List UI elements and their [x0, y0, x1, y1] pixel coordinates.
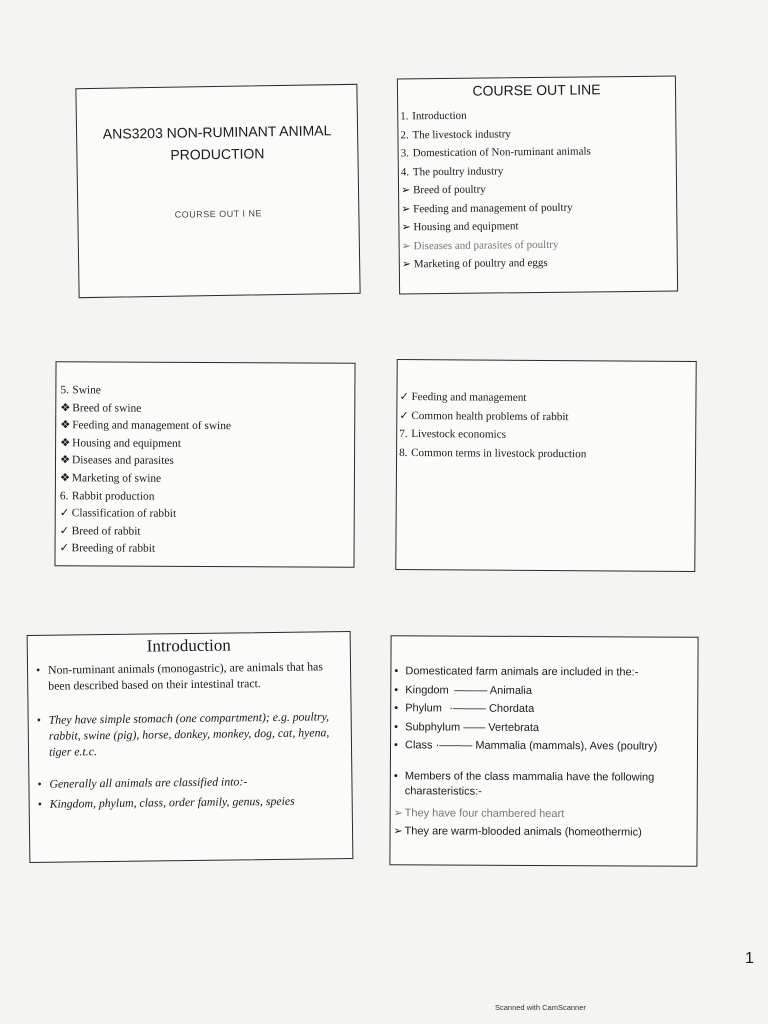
outline-list	[400, 105, 677, 274]
list-item: • Domesticated farm animals are included in the:-	[394, 665, 639, 679]
arrow-bullet-icon: ➢	[401, 239, 411, 252]
taxonomy-row: • Class ·——— Mammalia (mammals), Aves (poultry)	[393, 739, 658, 753]
arrow-bullet-icon: ➢	[393, 825, 403, 838]
taxonomy-row: • Phylum ·——— Chordata	[394, 702, 535, 715]
arrow-bullet-icon: ➢	[401, 221, 411, 234]
list-item: 2. The livestock industry	[400, 127, 511, 141]
arrow-bullet-icon: ➢	[401, 202, 411, 215]
list-item: 7. Livestock economics	[399, 427, 507, 441]
list-item: 3. Domestication of Non-ruminant animals	[400, 145, 591, 160]
check-bullet-icon: ✓	[59, 507, 70, 520]
course-subtitle: COURSE OUT I NE	[174, 208, 263, 220]
list-item: ➢ They are warm-blooded animals (homeothermic)	[391, 822, 693, 842]
rabbit-list	[399, 388, 696, 464]
swine-list	[60, 382, 355, 559]
list-item: ✓ Common health problems of rabbit	[399, 406, 695, 427]
list-item: ✓ Breeding of rabbit	[60, 541, 354, 560]
list-item: 4. The poultry industry	[400, 164, 504, 178]
arrow-bullet-icon: ➢	[393, 806, 403, 819]
list-item: • They have simple stomach (one compartment); e.g. poultry, rabbit, swine (pig), horse, donkey, monkey, dog, cat, hyena, tiger e.t.c.	[36, 709, 330, 759]
slide-rabbit-continued	[395, 359, 696, 572]
list-item: ➢ Marketing of poultry and eggs	[402, 253, 677, 274]
slide-introduction	[27, 631, 354, 863]
list-item: ➢ They have four chambered heart	[391, 804, 693, 824]
check-bullet-icon: ✓	[59, 524, 70, 538]
list-item: 5. Swine	[60, 384, 101, 397]
introduction-bullets	[32, 658, 348, 812]
scanner-watermark: Scanned with CamScanner	[495, 1003, 586, 1012]
check-bullet-icon: ✓	[59, 542, 70, 555]
slide-classification	[389, 635, 698, 867]
slide-title	[75, 84, 360, 298]
slide-course-outline	[397, 76, 678, 295]
list-item: ✓ Classification of rabbit	[60, 505, 354, 524]
arrow-bullet-icon: ➢	[400, 184, 411, 197]
list-item: ➢ Feeding and management of poultry	[401, 197, 676, 218]
course-title	[77, 119, 358, 167]
course-title-line2: PRODUCTION	[170, 145, 265, 163]
list-item: • Non-ruminant animals (monogastric), are animals that has been described based on their intestinal tract.	[35, 659, 323, 693]
list-item: • Members of the class mammalia have the following charasteristics:-	[393, 769, 655, 798]
list-item: 6. Rabbit production	[59, 489, 155, 503]
list-item: ❖ Feeding and management of swine	[60, 417, 354, 436]
arrow-bullet-icon: ➢	[401, 258, 412, 271]
diamond-bullet-icon: ❖	[59, 454, 71, 467]
slide-swine-rabbit	[54, 361, 355, 568]
list-item: 1. Introduction	[400, 109, 467, 123]
check-bullet-icon: ✓	[399, 409, 409, 422]
list-item: ➢ Diseases and parasites of poultry	[402, 234, 677, 255]
classification-bullets	[391, 662, 694, 842]
outline-heading: COURSE OUT LINE	[472, 81, 601, 99]
introduction-heading: Introduction	[146, 635, 231, 656]
list-item: ✓ Feeding and management	[399, 388, 695, 409]
list-item: ❖ Breed of swine	[60, 400, 354, 419]
course-title-line1: ANS3203 NON-RUMINANT ANIMAL	[102, 122, 332, 142]
taxonomy-row: • Kingdom ——— Animalia	[394, 683, 532, 697]
taxonomy-row: • Subphylum —— Vertebrata	[394, 720, 540, 734]
diamond-bullet-icon: ❖	[60, 437, 71, 450]
list-item: ✓ Breed of rabbit	[60, 523, 354, 542]
list-item: • Generally all animals are classified into:-	[37, 774, 248, 791]
diamond-bullet-icon: ❖	[60, 419, 71, 432]
check-bullet-icon: ✓	[399, 390, 409, 404]
list-item: ❖ Housing and equipment	[60, 435, 354, 454]
list-item: ❖ Marketing of swine	[60, 470, 354, 489]
diamond-bullet-icon: ❖	[59, 472, 71, 485]
list-item: ➢ Housing and equipment	[401, 216, 676, 237]
diamond-bullet-icon: ❖	[60, 401, 71, 414]
list-item: ➢ Breed of poultry	[401, 179, 676, 200]
list-item: ❖ Diseases and parasites	[60, 453, 354, 472]
page-number: 1	[745, 950, 754, 967]
list-item: • Kingdom, phylum, class, order family, genus, speies	[37, 793, 295, 811]
list-item: 8. Common terms in livestock production	[399, 446, 587, 460]
